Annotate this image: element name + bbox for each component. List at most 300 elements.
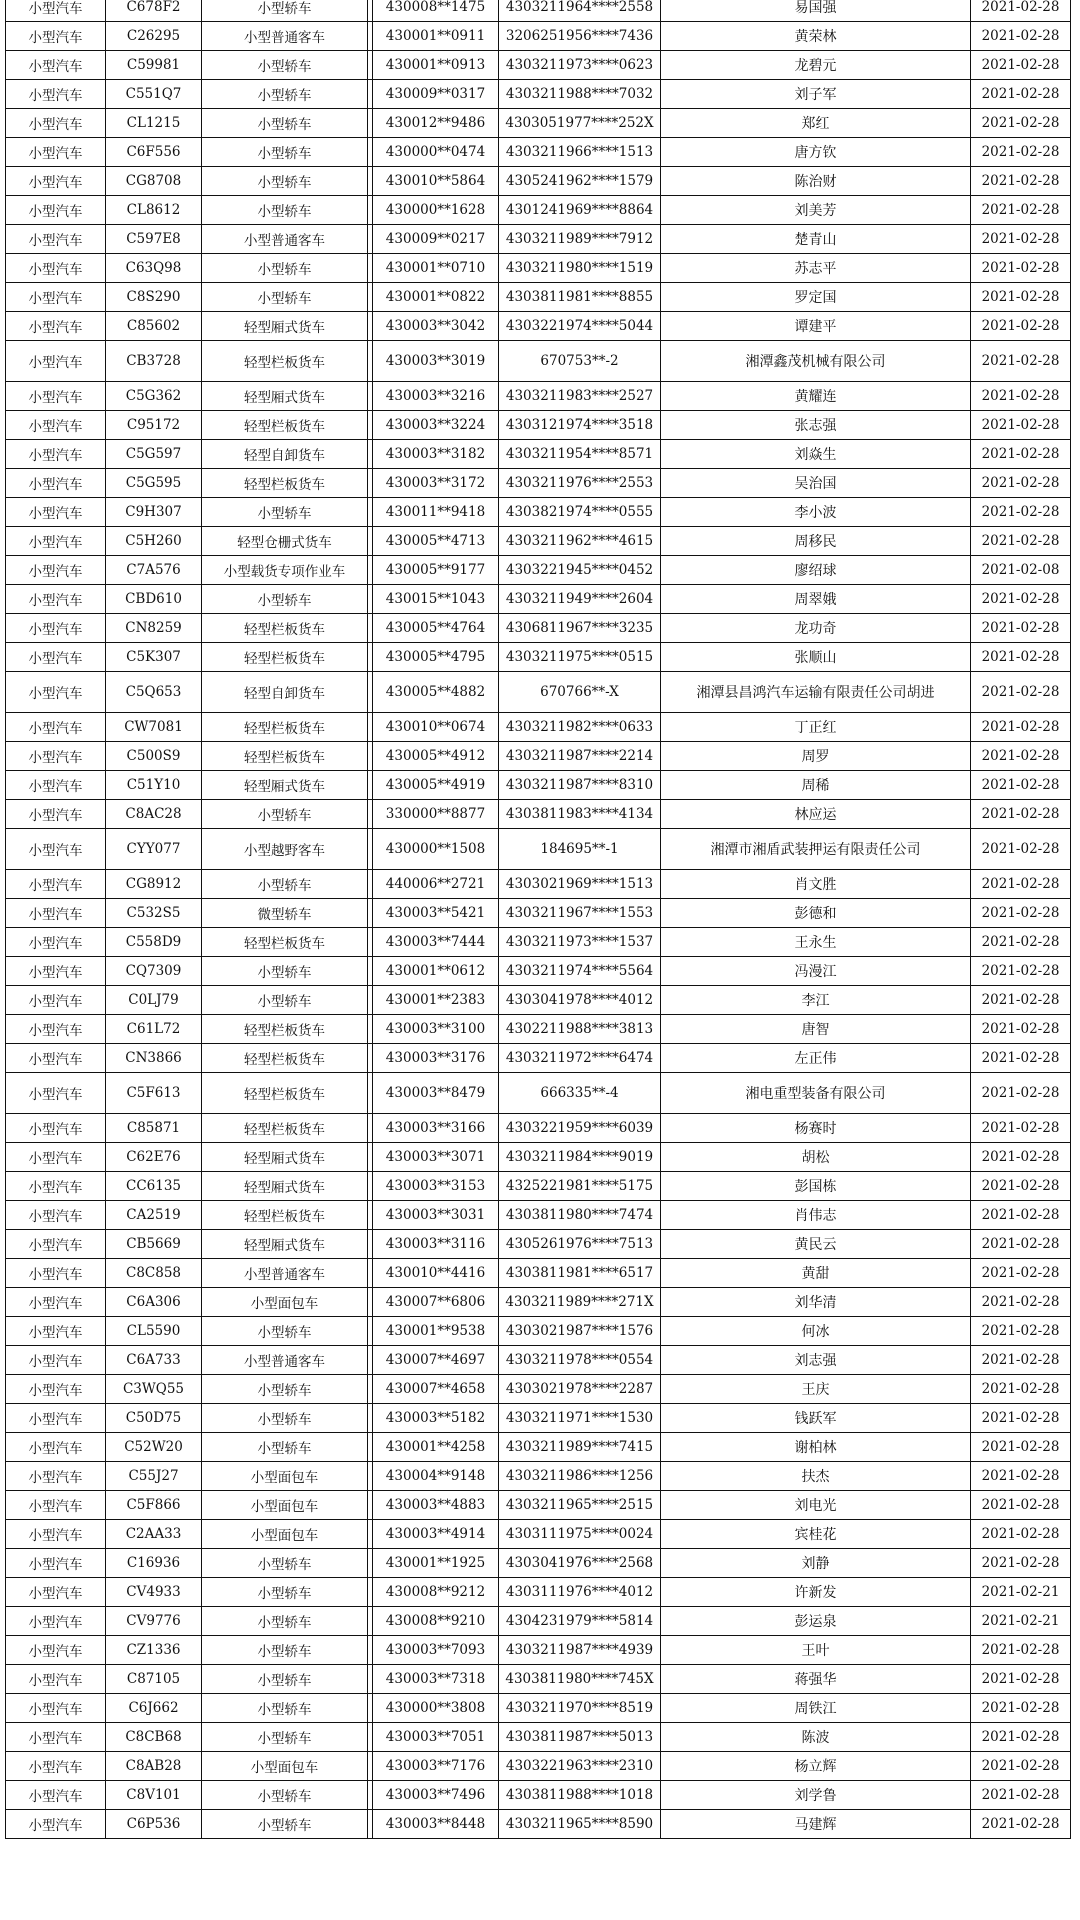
permit-number-cell: 430003**3100 <box>373 1015 499 1044</box>
vehicle-model-cell: 小型轿车 <box>202 1404 368 1433</box>
vehicle-model-cell: 小型轿车 <box>202 1781 368 1810</box>
plate-number-cell: C50D75 <box>106 1404 202 1433</box>
permit-number-cell: 430005**4713 <box>373 527 499 556</box>
owner-name-cell: 黄荣林 <box>661 22 971 51</box>
date-cell: 2021-02-28 <box>971 196 1071 225</box>
vehicle-type-cell: 小型汽车 <box>6 382 106 411</box>
owner-name-cell: 刘学鲁 <box>661 1781 971 1810</box>
date-cell: 2021-02-28 <box>971 742 1071 771</box>
plate-number-cell: CA2519 <box>106 1201 202 1230</box>
id-number-cell: 4302211988****3813 <box>499 1015 661 1044</box>
table-row <box>6 283 1071 312</box>
date-cell: 2021-02-28 <box>971 1665 1071 1694</box>
date-cell: 2021-02-08 <box>971 556 1071 585</box>
id-number-cell: 4303211949****2604 <box>499 585 661 614</box>
date-cell: 2021-02-28 <box>971 312 1071 341</box>
plate-number-cell: CB5669 <box>106 1230 202 1259</box>
table-row <box>6 1143 1071 1172</box>
table-row <box>6 498 1071 527</box>
vehicle-type-cell: 小型汽车 <box>6 1114 106 1143</box>
plate-number-cell: C85871 <box>106 1114 202 1143</box>
vehicle-type-cell: 小型汽车 <box>6 196 106 225</box>
permit-number-cell: 430003**3166 <box>373 1114 499 1143</box>
vehicle-type-cell: 小型汽车 <box>6 986 106 1015</box>
plate-number-cell: C95172 <box>106 411 202 440</box>
owner-name-cell: 湘潭县昌鸿汽车运输有限责任公司胡进 <box>661 672 971 713</box>
table-row <box>6 1723 1071 1752</box>
table-row <box>6 1636 1071 1665</box>
owner-name-cell: 蒋强华 <box>661 1665 971 1694</box>
permit-number-cell: 430003**3071 <box>373 1143 499 1172</box>
permit-number-cell: 430003**3153 <box>373 1172 499 1201</box>
plate-number-cell: C52W20 <box>106 1433 202 1462</box>
vehicle-model-cell: 小型轿车 <box>202 1375 368 1404</box>
plate-number-cell: C8AC28 <box>106 800 202 829</box>
date-cell: 2021-02-28 <box>971 1375 1071 1404</box>
vehicle-type-cell: 小型汽车 <box>6 957 106 986</box>
permit-number-cell: 430001**2383 <box>373 986 499 1015</box>
permit-number-cell: 430000**3808 <box>373 1694 499 1723</box>
table-row <box>6 1810 1071 1839</box>
vehicle-model-cell: 小型轿车 <box>202 138 368 167</box>
permit-number-cell: 430003**3224 <box>373 411 499 440</box>
id-number-cell: 4303211984****9019 <box>499 1143 661 1172</box>
vehicle-model-cell: 小型轿车 <box>202 585 368 614</box>
id-number-cell: 4303211973****1537 <box>499 928 661 957</box>
vehicle-model-cell: 小型轿车 <box>202 1636 368 1665</box>
id-number-cell: 4303811987****5013 <box>499 1723 661 1752</box>
date-cell: 2021-02-28 <box>971 22 1071 51</box>
id-number-cell: 670753**-2 <box>499 341 661 382</box>
table-row <box>6 556 1071 585</box>
table-row <box>6 1172 1071 1201</box>
date-cell: 2021-02-28 <box>971 80 1071 109</box>
permit-number-cell: 430003**7176 <box>373 1752 499 1781</box>
owner-name-cell: 张志强 <box>661 411 971 440</box>
permit-number-cell: 330000**8877 <box>373 800 499 829</box>
id-number-cell: 4303211962****4615 <box>499 527 661 556</box>
owner-name-cell: 湘电重型装备有限公司 <box>661 1073 971 1114</box>
vehicle-type-cell: 小型汽车 <box>6 1073 106 1114</box>
date-cell: 2021-02-28 <box>971 643 1071 672</box>
permit-number-cell: 430008**9210 <box>373 1607 499 1636</box>
owner-name-cell: 何冰 <box>661 1317 971 1346</box>
vehicle-model-cell: 小型轿车 <box>202 870 368 899</box>
table-row <box>6 440 1071 469</box>
id-number-cell: 4303211989****7912 <box>499 225 661 254</box>
table-row <box>6 1259 1071 1288</box>
plate-number-cell: C0LJ79 <box>106 986 202 1015</box>
date-cell: 2021-02-28 <box>971 109 1071 138</box>
permit-number-cell: 430003**3182 <box>373 440 499 469</box>
owner-name-cell: 扶杰 <box>661 1462 971 1491</box>
id-number-cell: 4303211974****5564 <box>499 957 661 986</box>
vehicle-model-cell: 小型轿车 <box>202 1723 368 1752</box>
vehicle-type-cell: 小型汽车 <box>6 1578 106 1607</box>
vehicle-model-cell: 小型普通客车 <box>202 1346 368 1375</box>
vehicle-model-cell: 轻型栏板货车 <box>202 411 368 440</box>
id-number-cell: 4303221945****0452 <box>499 556 661 585</box>
owner-name-cell: 黄甜 <box>661 1259 971 1288</box>
owner-name-cell: 钱跃军 <box>661 1404 971 1433</box>
permit-number-cell: 430009**0217 <box>373 225 499 254</box>
table-row <box>6 1462 1071 1491</box>
vehicle-model-cell: 轻型自卸货车 <box>202 672 368 713</box>
table-row <box>6 1073 1071 1114</box>
table-row <box>6 870 1071 899</box>
permit-number-cell: 430003**4883 <box>373 1491 499 1520</box>
vehicle-type-cell: 小型汽车 <box>6 1636 106 1665</box>
date-cell: 2021-02-28 <box>971 527 1071 556</box>
permit-number-cell: 430003**8448 <box>373 1810 499 1839</box>
vehicle-model-cell: 轻型厢式货车 <box>202 382 368 411</box>
id-number-cell: 184695**-1 <box>499 829 661 870</box>
plate-number-cell: CBD610 <box>106 585 202 614</box>
date-cell: 2021-02-28 <box>971 1346 1071 1375</box>
permit-number-cell: 430010**5864 <box>373 167 499 196</box>
owner-name-cell: 李小波 <box>661 498 971 527</box>
permit-number-cell: 430005**4919 <box>373 771 499 800</box>
vehicle-model-cell: 小型载货专项作业车 <box>202 556 368 585</box>
plate-number-cell: C6A306 <box>106 1288 202 1317</box>
vehicle-model-cell: 轻型栏板货车 <box>202 742 368 771</box>
vehicle-model-cell: 小型轿车 <box>202 1607 368 1636</box>
vehicle-type-cell: 小型汽车 <box>6 1230 106 1259</box>
id-number-cell: 4303111976****4012 <box>499 1578 661 1607</box>
owner-name-cell: 胡松 <box>661 1143 971 1172</box>
vehicle-model-cell: 小型轿车 <box>202 51 368 80</box>
owner-name-cell: 陈波 <box>661 1723 971 1752</box>
vehicle-type-cell: 小型汽车 <box>6 1462 106 1491</box>
table-row <box>6 899 1071 928</box>
plate-number-cell: C16936 <box>106 1549 202 1578</box>
date-cell: 2021-02-21 <box>971 1578 1071 1607</box>
plate-number-cell: CC6135 <box>106 1172 202 1201</box>
vehicle-type-cell: 小型汽车 <box>6 556 106 585</box>
table-row <box>6 254 1071 283</box>
id-number-cell: 4303041976****2568 <box>499 1549 661 1578</box>
date-cell: 2021-02-28 <box>971 1114 1071 1143</box>
plate-number-cell: CL5590 <box>106 1317 202 1346</box>
permit-number-cell: 430003**4914 <box>373 1520 499 1549</box>
date-cell: 2021-02-28 <box>971 1259 1071 1288</box>
vehicle-type-cell: 小型汽车 <box>6 1810 106 1839</box>
permit-number-cell: 430005**4764 <box>373 614 499 643</box>
vehicle-model-cell: 小型轿车 <box>202 254 368 283</box>
permit-number-cell: 430003**8479 <box>373 1073 499 1114</box>
vehicle-type-cell: 小型汽车 <box>6 1433 106 1462</box>
table-row <box>6 1044 1071 1073</box>
vehicle-records-table <box>5 0 1071 1839</box>
date-cell: 2021-02-28 <box>971 986 1071 1015</box>
permit-number-cell: 430001**9538 <box>373 1317 499 1346</box>
date-cell: 2021-02-28 <box>971 1781 1071 1810</box>
owner-name-cell: 易国强 <box>661 0 971 22</box>
date-cell: 2021-02-28 <box>971 138 1071 167</box>
table-row <box>6 1114 1071 1143</box>
date-cell: 2021-02-28 <box>971 225 1071 254</box>
plate-number-cell: CV9776 <box>106 1607 202 1636</box>
owner-name-cell: 王永生 <box>661 928 971 957</box>
plate-number-cell: CV4933 <box>106 1578 202 1607</box>
id-number-cell: 4303211976****2553 <box>499 469 661 498</box>
table-body <box>6 0 1071 1839</box>
date-cell: 2021-02-28 <box>971 1433 1071 1462</box>
date-cell: 2021-02-28 <box>971 440 1071 469</box>
date-cell: 2021-02-28 <box>971 1491 1071 1520</box>
vehicle-type-cell: 小型汽车 <box>6 1723 106 1752</box>
date-cell: 2021-02-28 <box>971 1549 1071 1578</box>
date-cell: 2021-02-28 <box>971 382 1071 411</box>
table-row <box>6 1230 1071 1259</box>
plate-number-cell: C8AB28 <box>106 1752 202 1781</box>
plate-number-cell: C7A576 <box>106 556 202 585</box>
owner-name-cell: 周罗 <box>661 742 971 771</box>
id-number-cell: 4303811980****7474 <box>499 1201 661 1230</box>
plate-number-cell: C6A733 <box>106 1346 202 1375</box>
plate-number-cell: C532S5 <box>106 899 202 928</box>
vehicle-model-cell: 轻型厢式货车 <box>202 771 368 800</box>
date-cell: 2021-02-28 <box>971 713 1071 742</box>
table-row <box>6 1404 1071 1433</box>
plate-number-cell: C62E76 <box>106 1143 202 1172</box>
owner-name-cell: 湘潭市湘盾武装押运有限责任公司 <box>661 829 971 870</box>
vehicle-type-cell: 小型汽车 <box>6 1143 106 1172</box>
table-row <box>6 1520 1071 1549</box>
owner-name-cell: 林应运 <box>661 800 971 829</box>
plate-number-cell: C61L72 <box>106 1015 202 1044</box>
date-cell: 2021-02-21 <box>971 1607 1071 1636</box>
vehicle-type-cell: 小型汽车 <box>6 829 106 870</box>
id-number-cell: 666335**-4 <box>499 1073 661 1114</box>
owner-name-cell: 湘潭鑫茂机械有限公司 <box>661 341 971 382</box>
table-row <box>6 312 1071 341</box>
permit-number-cell: 430009**0317 <box>373 80 499 109</box>
id-number-cell: 4303021969****1513 <box>499 870 661 899</box>
vehicle-type-cell: 小型汽车 <box>6 51 106 80</box>
table-row <box>6 1491 1071 1520</box>
owner-name-cell: 唐方钦 <box>661 138 971 167</box>
id-number-cell: 4303221963****2310 <box>499 1752 661 1781</box>
plate-number-cell: C6F556 <box>106 138 202 167</box>
permit-number-cell: 430005**4912 <box>373 742 499 771</box>
permit-number-cell: 430003**7318 <box>373 1665 499 1694</box>
table-row <box>6 614 1071 643</box>
owner-name-cell: 周铁江 <box>661 1694 971 1723</box>
vehicle-type-cell: 小型汽车 <box>6 1044 106 1073</box>
permit-number-cell: 430003**3216 <box>373 382 499 411</box>
table-row <box>6 742 1071 771</box>
vehicle-type-cell: 小型汽车 <box>6 1752 106 1781</box>
owner-name-cell: 丁正红 <box>661 713 971 742</box>
vehicle-type-cell: 小型汽车 <box>6 713 106 742</box>
table-row <box>6 1578 1071 1607</box>
permit-number-cell: 430003**7496 <box>373 1781 499 1810</box>
permit-number-cell: 430003**7051 <box>373 1723 499 1752</box>
permit-number-cell: 430010**0674 <box>373 713 499 742</box>
plate-number-cell: CB3728 <box>106 341 202 382</box>
date-cell: 2021-02-28 <box>971 1723 1071 1752</box>
table-row <box>6 167 1071 196</box>
date-cell: 2021-02-28 <box>971 1288 1071 1317</box>
permit-number-cell: 430005**9177 <box>373 556 499 585</box>
date-cell: 2021-02-28 <box>971 829 1071 870</box>
plate-number-cell: C51Y10 <box>106 771 202 800</box>
id-number-cell: 670766**-X <box>499 672 661 713</box>
vehicle-type-cell: 小型汽车 <box>6 283 106 312</box>
vehicle-type-cell: 小型汽车 <box>6 1549 106 1578</box>
owner-name-cell: 马建辉 <box>661 1810 971 1839</box>
owner-name-cell: 宾桂花 <box>661 1520 971 1549</box>
permit-number-cell: 430008**1475 <box>373 0 499 22</box>
permit-number-cell: 430001**4258 <box>373 1433 499 1462</box>
plate-number-cell: C55J27 <box>106 1462 202 1491</box>
date-cell: 2021-02-28 <box>971 51 1071 80</box>
owner-name-cell: 郑红 <box>661 109 971 138</box>
vehicle-model-cell: 轻型栏板货车 <box>202 341 368 382</box>
id-number-cell: 4303811988****1018 <box>499 1781 661 1810</box>
vehicle-model-cell: 轻型厢式货车 <box>202 312 368 341</box>
vehicle-model-cell: 小型轿车 <box>202 1317 368 1346</box>
plate-number-cell: CZ1336 <box>106 1636 202 1665</box>
vehicle-model-cell: 小型轿车 <box>202 800 368 829</box>
vehicle-model-cell: 小型轿车 <box>202 283 368 312</box>
plate-number-cell: C5Q653 <box>106 672 202 713</box>
id-number-cell: 4305261976****7513 <box>499 1230 661 1259</box>
owner-name-cell: 周翠娥 <box>661 585 971 614</box>
table-row <box>6 771 1071 800</box>
vehicle-model-cell: 小型轿车 <box>202 196 368 225</box>
permit-number-cell: 430010**4416 <box>373 1259 499 1288</box>
plate-number-cell: C59981 <box>106 51 202 80</box>
vehicle-type-cell: 小型汽车 <box>6 1491 106 1520</box>
vehicle-type-cell: 小型汽车 <box>6 469 106 498</box>
permit-number-cell: 430008**9212 <box>373 1578 499 1607</box>
vehicle-model-cell: 小型面包车 <box>202 1491 368 1520</box>
id-number-cell: 4303211965****2515 <box>499 1491 661 1520</box>
table-row <box>6 527 1071 556</box>
date-cell: 2021-02-28 <box>971 1230 1071 1259</box>
id-number-cell: 3206251956****7436 <box>499 22 661 51</box>
owner-name-cell: 肖文胜 <box>661 870 971 899</box>
table-row <box>6 382 1071 411</box>
plate-number-cell: CG8708 <box>106 167 202 196</box>
permit-number-cell: 440006**2721 <box>373 870 499 899</box>
owner-name-cell: 彭运泉 <box>661 1607 971 1636</box>
id-number-cell: 4303051977****252X <box>499 109 661 138</box>
plate-number-cell: C500S9 <box>106 742 202 771</box>
id-number-cell: 4303211987****2214 <box>499 742 661 771</box>
id-number-cell: 4305241962****1579 <box>499 167 661 196</box>
vehicle-model-cell: 小型轿车 <box>202 957 368 986</box>
id-number-cell: 4303211954****8571 <box>499 440 661 469</box>
id-number-cell: 4303211987****4939 <box>499 1636 661 1665</box>
owner-name-cell: 刘美芳 <box>661 196 971 225</box>
owner-name-cell: 刘静 <box>661 1549 971 1578</box>
table-row <box>6 1781 1071 1810</box>
plate-number-cell: CL8612 <box>106 196 202 225</box>
date-cell: 2021-02-28 <box>971 411 1071 440</box>
permit-number-cell: 430003**5421 <box>373 899 499 928</box>
table-row <box>6 1607 1071 1636</box>
vehicle-model-cell: 轻型栏板货车 <box>202 614 368 643</box>
id-number-cell: 4303811981****6517 <box>499 1259 661 1288</box>
vehicle-type-cell: 小型汽车 <box>6 643 106 672</box>
table-row <box>6 957 1071 986</box>
id-number-cell: 4303821974****0555 <box>499 498 661 527</box>
vehicle-model-cell: 小型轿车 <box>202 167 368 196</box>
vehicle-type-cell: 小型汽车 <box>6 440 106 469</box>
id-number-cell: 4303811983****4134 <box>499 800 661 829</box>
table-row <box>6 22 1071 51</box>
vehicle-type-cell: 小型汽车 <box>6 411 106 440</box>
id-number-cell: 4303211967****1553 <box>499 899 661 928</box>
vehicle-model-cell: 小型轿车 <box>202 498 368 527</box>
vehicle-type-cell: 小型汽车 <box>6 0 106 22</box>
permit-number-cell: 430000**0474 <box>373 138 499 167</box>
date-cell: 2021-02-28 <box>971 1143 1071 1172</box>
vehicle-model-cell: 轻型栏板货车 <box>202 1015 368 1044</box>
date-cell: 2021-02-28 <box>971 957 1071 986</box>
owner-name-cell: 陈治财 <box>661 167 971 196</box>
vehicle-model-cell: 小型轿车 <box>202 0 368 22</box>
table-row <box>6 585 1071 614</box>
permit-number-cell: 430003**3116 <box>373 1230 499 1259</box>
id-number-cell: 4303221959****6039 <box>499 1114 661 1143</box>
vehicle-type-cell: 小型汽车 <box>6 614 106 643</box>
plate-number-cell: CL1215 <box>106 109 202 138</box>
owner-name-cell: 彭德和 <box>661 899 971 928</box>
vehicle-model-cell: 小型普通客车 <box>202 22 368 51</box>
permit-number-cell: 430003**7093 <box>373 1636 499 1665</box>
permit-number-cell: 430005**4795 <box>373 643 499 672</box>
plate-number-cell: C5G595 <box>106 469 202 498</box>
owner-name-cell: 黄民云 <box>661 1230 971 1259</box>
vehicle-type-cell: 小型汽车 <box>6 167 106 196</box>
vehicle-type-cell: 小型汽车 <box>6 341 106 382</box>
vehicle-model-cell: 轻型自卸货车 <box>202 440 368 469</box>
owner-name-cell: 刘电光 <box>661 1491 971 1520</box>
vehicle-model-cell: 小型轿车 <box>202 1694 368 1723</box>
permit-number-cell: 430003**7444 <box>373 928 499 957</box>
owner-name-cell: 张顺山 <box>661 643 971 672</box>
plate-number-cell: C2AA33 <box>106 1520 202 1549</box>
vehicle-type-cell: 小型汽车 <box>6 1781 106 1810</box>
id-number-cell: 4303811980****745X <box>499 1665 661 1694</box>
vehicle-type-cell: 小型汽车 <box>6 498 106 527</box>
table-row <box>6 713 1071 742</box>
date-cell: 2021-02-28 <box>971 870 1071 899</box>
owner-name-cell: 刘子军 <box>661 80 971 109</box>
date-cell: 2021-02-28 <box>971 1044 1071 1073</box>
plate-number-cell: CN8259 <box>106 614 202 643</box>
owner-name-cell: 冯漫江 <box>661 957 971 986</box>
owner-name-cell: 杨立辉 <box>661 1752 971 1781</box>
plate-number-cell: C6P536 <box>106 1810 202 1839</box>
plate-number-cell: C3WQ55 <box>106 1375 202 1404</box>
id-number-cell: 4303211982****0633 <box>499 713 661 742</box>
date-cell: 2021-02-28 <box>971 1172 1071 1201</box>
table-row <box>6 225 1071 254</box>
owner-name-cell: 龙碧元 <box>661 51 971 80</box>
owner-name-cell: 王叶 <box>661 1636 971 1665</box>
date-cell: 2021-02-28 <box>971 283 1071 312</box>
plate-number-cell: CN3866 <box>106 1044 202 1073</box>
id-number-cell: 4303041978****4012 <box>499 986 661 1015</box>
plate-number-cell: C5G597 <box>106 440 202 469</box>
vehicle-model-cell: 小型面包车 <box>202 1288 368 1317</box>
date-cell: 2021-02-28 <box>971 672 1071 713</box>
